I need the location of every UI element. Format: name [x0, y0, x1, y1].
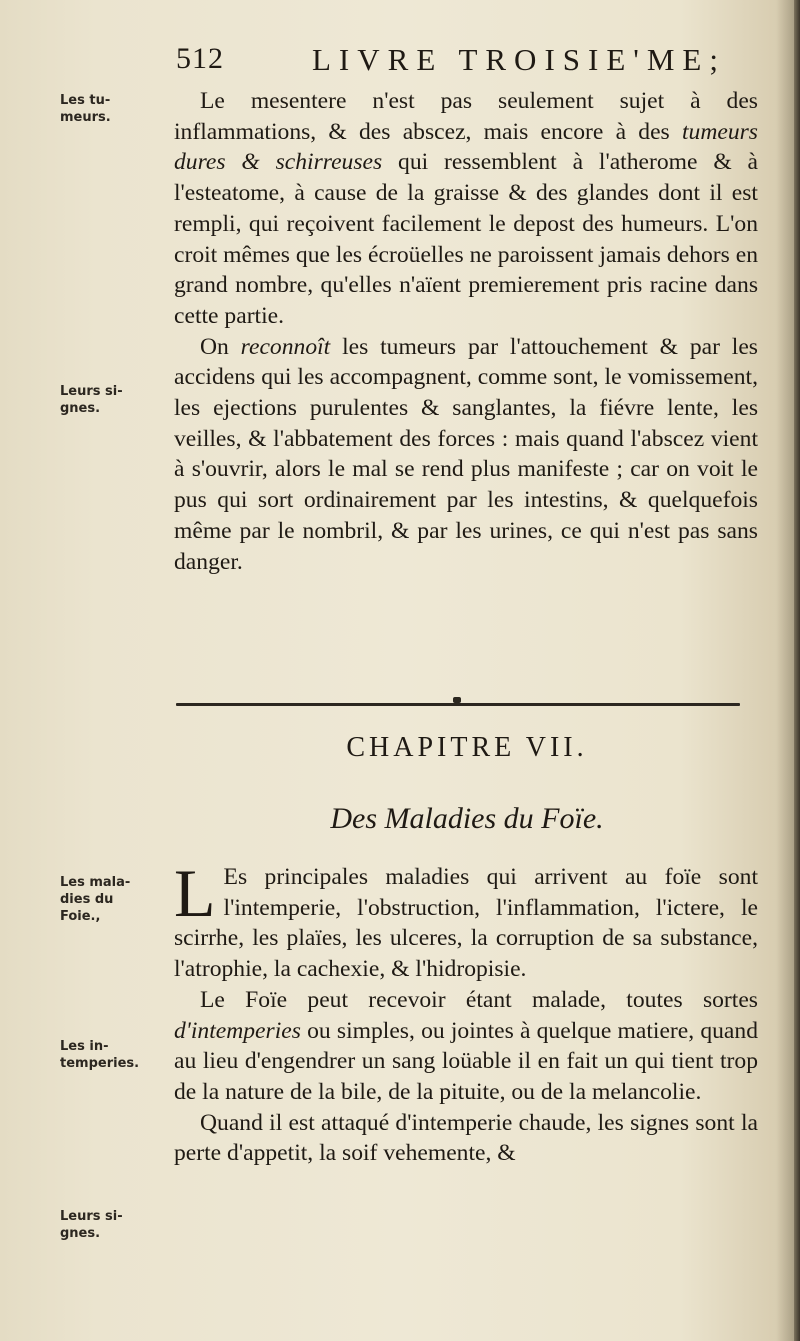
paragraph-text: Le mesentere n'est pas seulement sujet à des inflammations, & des abscez, mais encore à des [174, 88, 758, 145]
margin-note-tumeurs: Les tu-meurs. [60, 93, 111, 125]
paragraph-text: Es principales maladies qui arrivent au foïe sont l'intemperie, l'obstruction, l'inflammation, l'ictere, le scirrhe, les plaïes, les ulceres, la corruption de sa substance, l'atrophie, la cachexie, & l'hidropisie. [174, 864, 758, 983]
paragraph-intemperies [174, 985, 758, 1108]
paragraph-text: qui ressemblent à l'atherome & à l'esteatome, à cause de la graisse & des glandes dont il est rempli, qui reçoivent facilement le depost des humeurs. L'on croit mêmes que les écroüelles ne paroissent jamais dehors en grand nombre, qu'elles n'aïent premierement pris racine dans cette partie. [174, 149, 758, 329]
chapter-title: CHAPITRE VII. [346, 732, 588, 763]
paragraph-text: ou simples, ou jointes à quelque matiere, quand au lieu d'engendrer un sang loüable il en fait un qui tient trop de la nature de la bile, de la pituite, ou de la melancolie. [174, 1017, 758, 1105]
page-header [176, 42, 756, 82]
chapter-subtitle: Des Maladies du Foïe. [330, 802, 604, 835]
paragraph-reconnoit [174, 332, 758, 578]
running-head: LIVRE TROISIE'ME; [312, 42, 726, 77]
body-text-top [174, 86, 758, 577]
margin-note-signes-2: Leurs si-gnes. [60, 1209, 123, 1241]
paragraph-text: Quand il est attaqué d'intemperie chaude, les signes sont la perte d'appetit, la soif vehemente, & [174, 1109, 758, 1167]
chapter-separator-rule [176, 703, 740, 706]
page-number: 512 [176, 42, 224, 75]
paragraph-text: Le Foïe peut recevoir étant malade, toutes sortes [200, 986, 758, 1013]
margin-note-maladies-du-foie: Les mala-dies du Foie., [60, 875, 131, 924]
page-edge-shadow [794, 0, 800, 1341]
body-text-chapter [174, 855, 758, 1169]
italic-phrase: reconnoît [240, 333, 331, 360]
italic-phrase: tumeurs dures & schirreuses [174, 118, 758, 176]
margin-note-signes: Leurs si-gnes. [60, 384, 123, 416]
italic-phrase: d'intemperies [174, 1017, 301, 1044]
paragraph-intemperie-chaude [174, 1108, 758, 1169]
drop-cap: L [174, 855, 216, 931]
paragraph-principales-maladies [174, 855, 758, 985]
paragraph-text: On [200, 333, 241, 360]
paragraph-text: les tumeurs par l'attouchement & par les accidens qui les accompagnent, comme sont, le vomissement, les ejections purulentes & sanglantes, la fiévre lente, les veilles, & l'abbatement des forces : mais quand l'abscez vient à s'ouvrir, alors le mal se rend plus manifeste ; car on voit le pus qui sort ordinairement par les intestins, & quelquefois même par le nombril, & par les urines, ce qui n'est pas sans danger. [174, 333, 758, 575]
paragraph-mesentere [174, 86, 758, 332]
margin-note-intemperies: Les in-temperies. [60, 1039, 140, 1071]
